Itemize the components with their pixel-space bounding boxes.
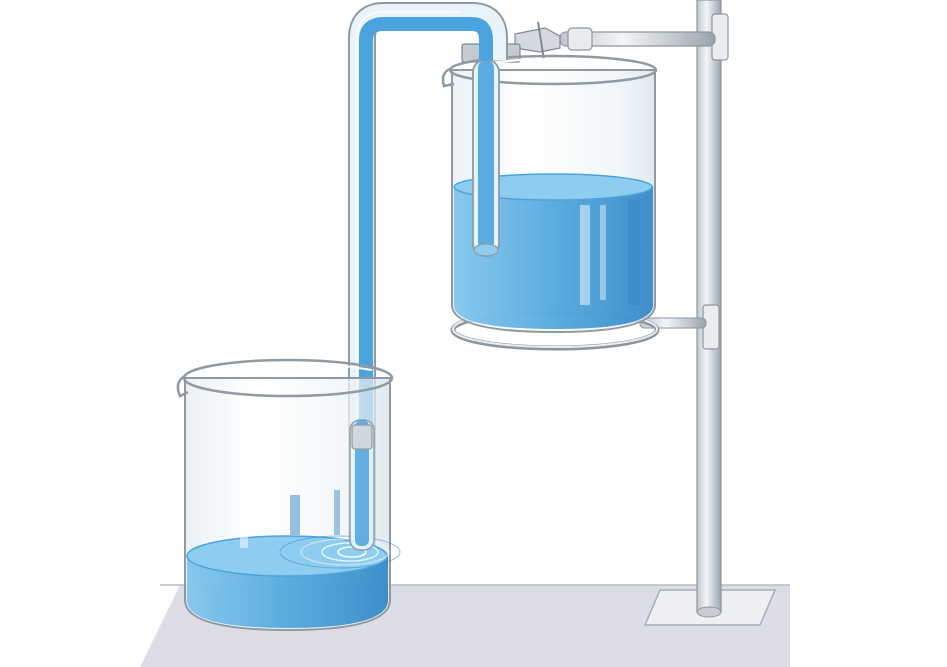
ring-bosshead: [703, 305, 719, 349]
clamp-collar: [568, 28, 592, 50]
ring-stand: [697, 0, 728, 617]
siphon-tube-inlet: [473, 60, 499, 256]
clamp-jaw: [515, 28, 560, 52]
upper-beaker-streak: [600, 205, 606, 300]
lower-beaker-streak: [290, 495, 300, 535]
inlet-tube-bottom: [474, 244, 498, 256]
upper-beaker-streak: [580, 205, 590, 305]
lower-beaker-streak: [334, 490, 340, 535]
siphon-tube-outlet: [350, 420, 374, 550]
upper-beaker-streak: [628, 200, 640, 305]
lower-beaker-streak: [240, 398, 248, 548]
stand-pole-foot: [697, 607, 721, 617]
inlet-tube-water: [478, 60, 494, 250]
outlet-tube-sleeve: [352, 425, 372, 449]
